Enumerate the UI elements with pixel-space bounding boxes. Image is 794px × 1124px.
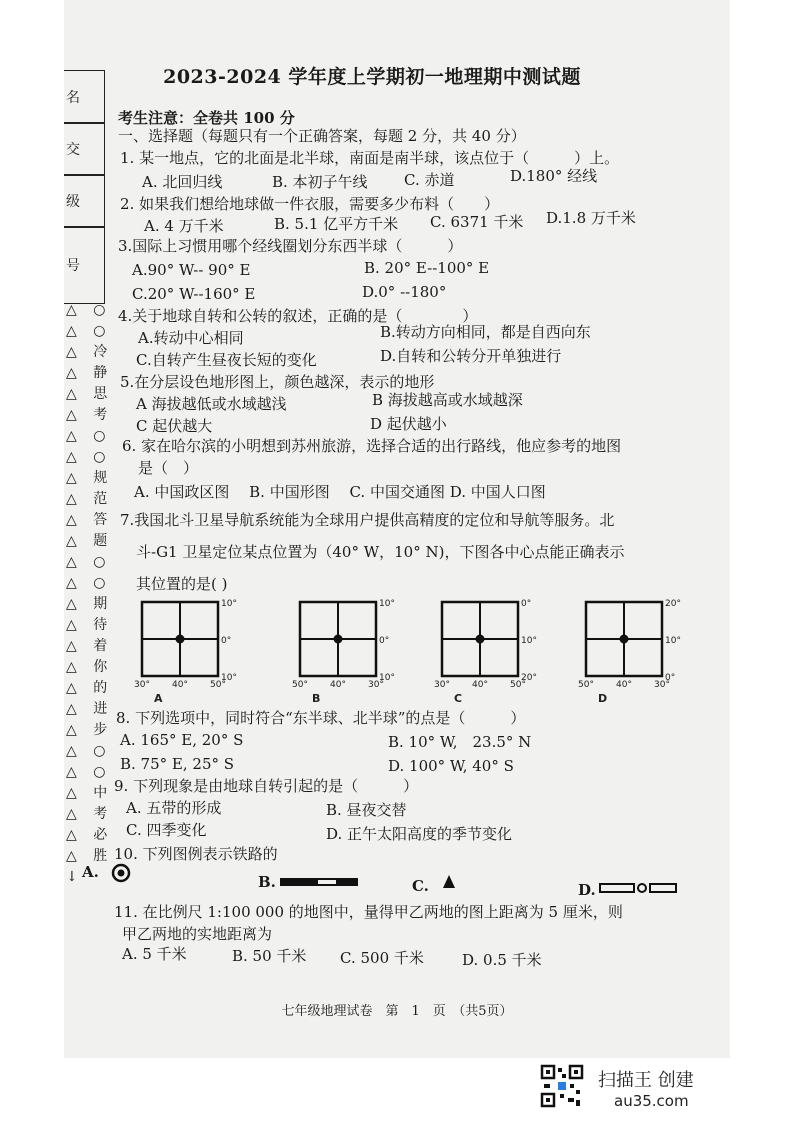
margin-row: ↓ — [66, 869, 84, 885]
exam-paper — [64, 0, 730, 1058]
margin-row: △ 考 — [66, 407, 114, 423]
railway-symbol-icon — [280, 876, 360, 888]
grid-lat-label: 0° — [521, 599, 532, 609]
grid-lat-label: 10° — [665, 636, 681, 646]
grid-lat-label: 20° — [665, 599, 681, 609]
option-c: C. 四季变化 — [126, 821, 207, 839]
margin-row: △ ○ — [66, 428, 112, 444]
margin-row: △ 范 — [66, 491, 114, 507]
grid-lat-label: 20° — [521, 673, 537, 683]
info-label: 交 — [66, 142, 80, 158]
option-a: A. 北回归线 — [142, 173, 223, 191]
grid-lon-label: 40° — [330, 680, 346, 690]
question-11-stem: 11. 在比例尺 1:100 000 的地图中，量得甲乙两地的图上距离为 5 厘米，则 — [114, 903, 623, 921]
question-1-stem: 1. 某一地点，它的北面是北半球，南面是南半球，该点位于（ ）上。 — [120, 149, 620, 167]
info-box-class — [64, 174, 105, 228]
grid-center-point — [334, 635, 343, 644]
option-a: A.90° W-- 90° E — [132, 261, 251, 279]
option-d: D. 100° W, 40° S — [388, 757, 514, 775]
grid-center-point — [176, 635, 185, 644]
margin-row: △ ○ — [66, 449, 112, 465]
brand-name: 扫描王 创建 — [598, 1070, 694, 1091]
question-7-stem-cont: 斗-G1 卫星定位某点位置为（40° W，10° N)，下图各中心点能正确表示 — [136, 543, 625, 561]
margin-row: △ 期 — [66, 596, 114, 612]
option-b: B. 50 千米 — [232, 947, 307, 965]
exam-title: 2023-2024 学年度上学期初一地理期中测试题 — [163, 66, 581, 88]
option-b: B. 本初子午线 — [272, 173, 368, 191]
grid-option-label: B — [312, 692, 321, 705]
question-4-stem: 4.关于地球自转和公转的叙述，正确的是（ ） — [118, 307, 478, 325]
option-a: A. 五带的形成 — [126, 799, 222, 817]
grid-lon-label: 50° — [510, 680, 526, 690]
option-d: D.1.8 万千米 — [546, 209, 636, 227]
grid-lon-label: 40° — [616, 680, 632, 690]
option-d: D. — [578, 881, 596, 899]
info-label: 级 — [66, 194, 80, 210]
margin-row: △ 静 — [66, 365, 114, 381]
notice: 考生注意：全卷共 100 分 — [118, 109, 295, 127]
option-b: B. — [258, 873, 276, 891]
margin-row: △ ○ — [66, 302, 112, 318]
margin-row: △ ○ — [66, 575, 112, 591]
option-d: D.0° --180° — [362, 283, 447, 301]
margin-row: △ ○ — [66, 764, 112, 780]
grid-lon-label: 40° — [172, 680, 188, 690]
option-c: C. 500 千米 — [340, 949, 424, 967]
option-b: B. 5.1 亿平方千米 — [274, 215, 399, 233]
margin-row: △ 着 — [66, 638, 114, 654]
grid-lat-label: 10° — [379, 599, 395, 609]
question-9-stem: 9. 下列现象是由地球自转引起的是（ ） — [114, 777, 419, 795]
option-a: A. 4 万千米 — [144, 217, 224, 235]
option-d: D 起伏越小 — [370, 415, 447, 433]
grid-lon-label: 50° — [292, 680, 308, 690]
info-label: 号 — [66, 258, 80, 274]
option-c: C. 赤道 — [404, 171, 455, 189]
option-b: B 海拔越高或水域越深 — [372, 391, 523, 409]
margin-row: △ ○ — [66, 554, 112, 570]
peak-symbol-icon — [442, 874, 456, 890]
section-heading: 一、选择题（每题只有一个正确答案，每题 2 分，共 40 分） — [118, 127, 526, 145]
grid-lon-label: 40° — [472, 680, 488, 690]
margin-row: △ 题 — [66, 533, 114, 549]
margin-row: △ 步 — [66, 722, 114, 738]
left-binding-strip — [64, 0, 114, 1058]
grid-lon-label: 30° — [434, 680, 450, 690]
question-10-stem: 10. 下列图例表示铁路的 — [114, 845, 278, 863]
margin-row: △ 胜 — [66, 848, 114, 864]
page-footer: 七年级地理试卷 第 1 页 （共5页） — [281, 1004, 513, 1019]
info-box-school — [64, 122, 105, 176]
option-c: B. 75° E, 25° S — [120, 755, 235, 773]
question-6-options: A. 中国政区图 B. 中国形图 C. 中国交通图 D. 中国人口图 — [134, 483, 546, 501]
grid-lon-label: 30° — [134, 680, 150, 690]
question-6-stem-cont: 是（ ） — [138, 459, 199, 477]
option-b: B. 10° W, 23.5° N — [388, 733, 532, 751]
option-d: D. 正午太阳高度的季节变化 — [326, 825, 513, 843]
option-d: D.自转和公转分开单独进行 — [380, 347, 562, 365]
grid-lat-label: 10° — [221, 673, 237, 683]
question-8-stem: 8. 下列选项中，同时符合“东半球、北半球”的点是（ ） — [116, 709, 526, 727]
grid-lat-label: 10° — [379, 673, 395, 683]
margin-row: △ 中 — [66, 785, 114, 801]
coordinate-grids — [124, 592, 704, 710]
option-d: D. 0.5 千米 — [462, 951, 542, 969]
boundary-symbol-icon — [598, 880, 680, 896]
option-d: D.180° 经线 — [510, 167, 598, 185]
option-a: A. 165° E, 20° S — [120, 731, 244, 749]
info-label: 名 — [66, 90, 80, 106]
grid-option-label: A — [154, 692, 163, 705]
grid-lat-label: 0° — [221, 636, 232, 646]
option-b: B.转动方向相同，都是自西向东 — [380, 323, 591, 341]
margin-row: △ ○ — [66, 743, 112, 759]
option-b: B. 昼夜交替 — [326, 801, 407, 819]
grid-lat-label: 10° — [521, 636, 537, 646]
grid-lat-label: 0° — [665, 673, 676, 683]
question-6-stem: 6. 家在哈尔滨的小明想到苏州旅游，选择合适的出行路线，他应参考的地图 — [122, 437, 622, 455]
question-3-stem: 3.国际上习惯用哪个经线圈划分东西半球（ ） — [118, 237, 463, 255]
option-a: A. — [82, 863, 99, 881]
grid-lon-label: 30° — [654, 680, 670, 690]
margin-row: △ 规 — [66, 470, 114, 486]
option-a: A. 5 千米 — [122, 945, 187, 963]
grid-lon-label: 50° — [578, 680, 594, 690]
info-box-number — [64, 226, 105, 304]
margin-row: △ 冷 — [66, 344, 114, 360]
option-c: C.自转产生昼夜长短的变化 — [136, 351, 317, 369]
margin-row: △ 考 — [66, 806, 114, 822]
question-7-stem-cont: 其位置的是( ) — [136, 575, 228, 593]
option-b: B. 20° E--100° E — [364, 259, 490, 277]
grid-lat-label: 10° — [221, 599, 237, 609]
question-2-stem: 2. 如果我们想给地球做一件衣服，需要多少布料（ ） — [120, 195, 500, 213]
question-5-stem: 5.在分层设色地形图上，颜色越深，表示的地形 — [120, 373, 435, 391]
option-c: C.20° W--160° E — [132, 285, 256, 303]
margin-row: △ 你 — [66, 659, 114, 675]
grid-center-point — [620, 635, 629, 644]
brand-url: au35.com — [614, 1092, 689, 1110]
margin-row: △ ○ — [66, 323, 112, 339]
option-c: C 起伏越大 — [136, 417, 213, 435]
grid-center-point — [476, 635, 485, 644]
option-a: A.转动中心相同 — [138, 329, 244, 347]
target-symbol-icon — [110, 862, 132, 884]
grid-option-label: C — [454, 692, 463, 705]
margin-symbols — [66, 300, 114, 888]
margin-row: △ 进 — [66, 701, 114, 717]
grid-lon-label: 50° — [210, 680, 226, 690]
margin-row: △ 必 — [66, 827, 114, 843]
grid-lat-label: 0° — [379, 636, 390, 646]
option-c: C. 6371 千米 — [430, 213, 524, 231]
option-a: A 海拔越低或水域越浅 — [136, 395, 287, 413]
margin-row: △ 答 — [66, 512, 114, 528]
question-11-stem-cont: 甲乙两地的实地距离为 — [122, 925, 273, 943]
margin-row: △ 的 — [66, 680, 114, 696]
margin-row: △ 思 — [66, 386, 114, 402]
margin-row: △ 待 — [66, 617, 114, 633]
qr-code-icon — [540, 1064, 584, 1108]
grid-lon-label: 30° — [368, 680, 384, 690]
option-c: C. — [412, 877, 429, 895]
grid-option-label: D — [598, 692, 608, 705]
question-7-stem: 7.我国北斗卫星导航系统能为全球用户提供高精度的定位和导航等服务。北 — [120, 511, 615, 529]
